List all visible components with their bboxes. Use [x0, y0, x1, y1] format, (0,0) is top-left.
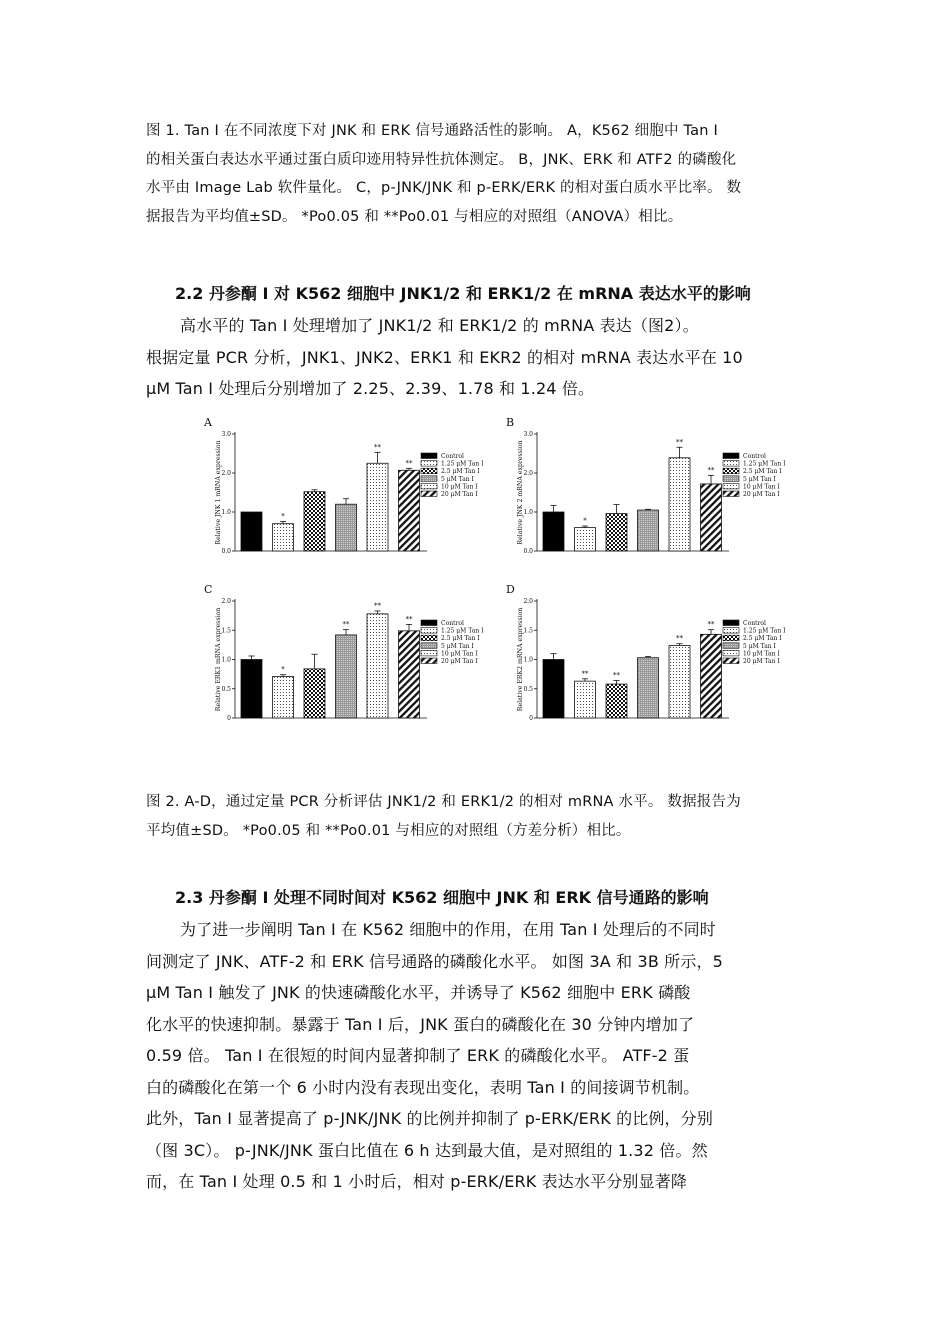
section-2-2-heading: 2.2 丹参酮 I 对 K562 细胞中 JNK1/2 和 ERK1/2 在 mRNA 表达水平的影响 [175, 284, 751, 303]
legend-swatch [421, 635, 437, 641]
y-tick-label: 2.0 [221, 470, 231, 477]
caption-line: 据报告为平均值±SD。 *Po0.05 和 **Po0.01 与相应的对照组（ANOVA）相比。 [146, 208, 683, 225]
legend-swatch [421, 461, 437, 467]
bar-d-4 [669, 645, 690, 718]
panel-label-c: C [204, 583, 213, 596]
section-2-3-heading: 2.3 丹参酮 I 处理不同时间对 K562 细胞中 JNK 和 ERK 信号通路的影响 [175, 888, 709, 907]
legend-swatch [723, 491, 739, 497]
significance-mark: ** [405, 615, 413, 624]
y-axis-label: Relative JNK 2 mRNA expression [517, 440, 524, 545]
legend-swatch [421, 468, 437, 474]
bar-a-0 [241, 512, 262, 551]
legend-swatch [421, 650, 437, 656]
legend-swatch [421, 491, 437, 497]
legend-label: 2.5 μM Tan I [441, 635, 480, 643]
y-tick-label: 1.0 [221, 509, 231, 516]
bar-c-2 [304, 669, 325, 718]
y-tick-label: 1.0 [523, 656, 533, 664]
y-tick-label: 2.0 [221, 598, 231, 605]
legend-swatch [421, 453, 437, 459]
legend-label: 1.25 μM Tan I [743, 627, 786, 635]
bar-a-2 [304, 492, 325, 551]
bar-c-0 [241, 660, 262, 719]
bar-d-5 [701, 634, 722, 718]
paragraph-line: 白的磷酸化在第一个 6 小时内没有表现出变化，表明 Tan I 的间接调节机制。 [146, 1077, 700, 1097]
significance-mark: ** [342, 620, 350, 629]
significance-mark: ** [613, 671, 620, 680]
caption-line: 平均值±SD。 *Po0.05 和 **Po0.01 与相应的对照组（方差分析）相比。 [146, 822, 631, 839]
bar-b-0 [543, 512, 564, 551]
legend-label: 1.25 μM Tan I [743, 460, 786, 468]
legend-swatch [421, 620, 437, 626]
significance-mark: * [281, 665, 285, 674]
y-tick-label: 0 [227, 715, 231, 722]
y-tick-label: 2.0 [523, 598, 533, 605]
legend-label: 5 μM Tan I [441, 642, 474, 650]
legend-swatch [723, 453, 739, 459]
paragraph-line: 而，在 Tan I 处理 0.5 和 1 小时后，相对 p-ERK/ERK 表达水平分别显著降 [146, 1172, 687, 1191]
paragraph-line: 为了进一步阐明 Tan I 在 K562 细胞中的作用，在用 Tan I 处理后的不同时 [180, 920, 716, 939]
y-tick-label: 0.0 [221, 548, 231, 555]
bar-b-3 [638, 510, 659, 551]
y-tick-label: 0.5 [523, 685, 533, 693]
bar-c-3 [336, 635, 357, 718]
section-2-3-text [146, 914, 808, 1198]
legend-label: 10 μM Tan I [743, 650, 780, 658]
y-tick-label: 2.0 [523, 470, 533, 477]
paragraph-line: 高水平的 Tan I 处理增加了 JNK1/2 和 ERK1/2 的 mRNA 表达（图2）。 [180, 316, 699, 335]
bar-d-0 [543, 660, 564, 719]
y-tick-label: 0.0 [523, 548, 533, 555]
paragraph-line: 0.59 倍。 Tan I 在很短的时间内显著抑制了 ERK 的磷酸化水平。 ATF-2 蛋 [146, 1046, 690, 1065]
bar-a-5 [399, 470, 420, 551]
bar-d-2 [606, 684, 627, 718]
significance-mark: * [583, 517, 587, 526]
y-tick-label: 1.0 [523, 509, 533, 516]
significance-mark: ** [707, 620, 715, 629]
y-axis-label: Relative ERK1 mRNA expression [215, 607, 222, 712]
legend-swatch [723, 468, 739, 474]
bar-a-3 [336, 504, 357, 551]
figure-2-charts [195, 412, 805, 734]
significance-mark: ** [581, 669, 589, 678]
paragraph-line: μM Tan I 处理后分别增加了 2.25、2.39、1.78 和 1.24 倍。 [146, 379, 595, 398]
section-2-2-text [146, 310, 808, 405]
legend-swatch [723, 658, 739, 664]
figure1-caption [146, 117, 808, 231]
significance-mark: ** [374, 601, 381, 610]
legend-swatch [723, 476, 739, 482]
bar-a-4 [367, 463, 388, 551]
bar-b-2 [606, 514, 627, 551]
bar-d-1 [575, 681, 596, 718]
bar-a-1 [273, 524, 294, 551]
legend-swatch [723, 635, 739, 641]
legend-label: Control [743, 620, 766, 627]
significance-mark: ** [676, 438, 683, 447]
panel-label-b: B [506, 416, 515, 429]
significance-mark: ** [676, 634, 683, 643]
legend-label: 20 μM Tan I [743, 491, 780, 498]
legend-swatch [723, 628, 739, 634]
legend-label: 20 μM Tan I [441, 491, 478, 498]
significance-mark: * [281, 512, 285, 521]
legend-swatch [421, 658, 437, 664]
caption-line: 的相关蛋白表达水平通过蛋白质印迹用特异性抗体测定。 B，JNK、ERK 和 ATF2 的磷酸化 [146, 151, 737, 168]
significance-mark: ** [405, 459, 413, 468]
legend-swatch [723, 643, 739, 649]
legend-label: 20 μM Tan I [441, 658, 478, 665]
bar-b-4 [669, 458, 690, 551]
panel-label-a: A [204, 416, 212, 429]
y-tick-label: 1.5 [523, 627, 533, 635]
legend-swatch [421, 643, 437, 649]
y-axis-label: Relative JNK 1 mRNA expression [215, 440, 222, 545]
legend-label: 10 μM Tan I [743, 483, 780, 491]
legend-label: 20 μM Tan I [743, 658, 780, 665]
y-tick-label: 1.5 [221, 627, 231, 635]
legend-label: 5 μM Tan I [743, 475, 776, 483]
legend-label: 2.5 μM Tan I [743, 468, 782, 476]
bar-c-4 [367, 614, 388, 718]
legend-label: 5 μM Tan I [441, 475, 474, 483]
caption-line: 水平由 Image Lab 软件量化。 C，p-JNK/JNK 和 p-ERK/ERK 的相对蛋白质水平比率。 数 [146, 180, 742, 196]
legend-label: 1.25 μM Tan I [441, 460, 484, 468]
legend-label: Control [743, 453, 766, 460]
legend-label: 10 μM Tan I [441, 483, 478, 491]
bar-b-1 [575, 528, 596, 551]
legend-label: Control [441, 453, 464, 460]
paragraph-line: 根据定量 PCR 分析，JNK1、JNK2、ERK1 和 EKR2 的相对 mRNA 表达水平在 10 [146, 347, 743, 367]
legend-swatch [723, 461, 739, 467]
bar-d-3 [638, 658, 659, 718]
panel-label-d: D [506, 583, 515, 596]
legend-swatch [421, 476, 437, 482]
y-tick-label: 3.0 [523, 431, 533, 438]
paragraph-line: 化水平的快速抑制。暴露于 Tan I 后，JNK 蛋白的磷酸化在 30 分钟内增加了 [146, 1014, 695, 1034]
paragraph-line: 此外，Tan I 显著提高了 p-JNK/JNK 的比例并抑制了 p-ERK/ERK 的比例，分别 [146, 1109, 713, 1128]
paragraph-line: μM Tan I 触发了 JNK 的快速磷酸化水平，并诱导了 K562 细胞中 ERK 磷酸 [146, 983, 691, 1002]
paragraph-line: 间测定了 JNK、ATF-2 和 ERK 信号通路的磷酸化水平。 如图 3A 和 3B 所示，5 [146, 951, 723, 971]
bar-c-5 [399, 631, 420, 718]
legend-swatch [723, 483, 739, 489]
significance-mark: ** [374, 443, 381, 452]
significance-mark: ** [707, 466, 715, 475]
legend-swatch [723, 650, 739, 656]
y-tick-label: 3.0 [221, 431, 231, 438]
legend-label: 10 μM Tan I [441, 650, 478, 658]
bar-b-5 [701, 484, 722, 551]
legend-label: 5 μM Tan I [743, 642, 776, 650]
bar-c-1 [273, 676, 294, 718]
legend-swatch [421, 483, 437, 489]
figure2-caption [146, 788, 808, 845]
legend-swatch [421, 628, 437, 634]
paragraph-line: （图 3C）。 p-JNK/JNK 蛋白比值在 6 h 达到最大值，是对照组的 1.32 倍。然 [146, 1140, 708, 1160]
legend-label: 2.5 μM Tan I [441, 468, 480, 476]
y-tick-label: 1.0 [221, 656, 231, 664]
y-tick-label: 0.5 [221, 685, 231, 693]
y-tick-label: 0 [529, 715, 533, 722]
legend-label: 2.5 μM Tan I [743, 635, 782, 643]
y-axis-label: Relative ERK2 mRNA expression [517, 607, 524, 712]
legend-label: Control [441, 620, 464, 627]
legend-label: 1.25 μM Tan I [441, 627, 484, 635]
caption-line: 图 1. Tan I 在不同浓度下对 JNK 和 ERK 信号通路活性的影响。 A，K562 细胞中 Tan I [146, 123, 718, 139]
legend-swatch [723, 620, 739, 626]
figure-2 [195, 412, 805, 734]
caption-line: 图 2. A-D，通过定量 PCR 分析评估 JNK1/2 和 ERK1/2 的相对 mRNA 水平。 数据报告为 [146, 794, 741, 810]
